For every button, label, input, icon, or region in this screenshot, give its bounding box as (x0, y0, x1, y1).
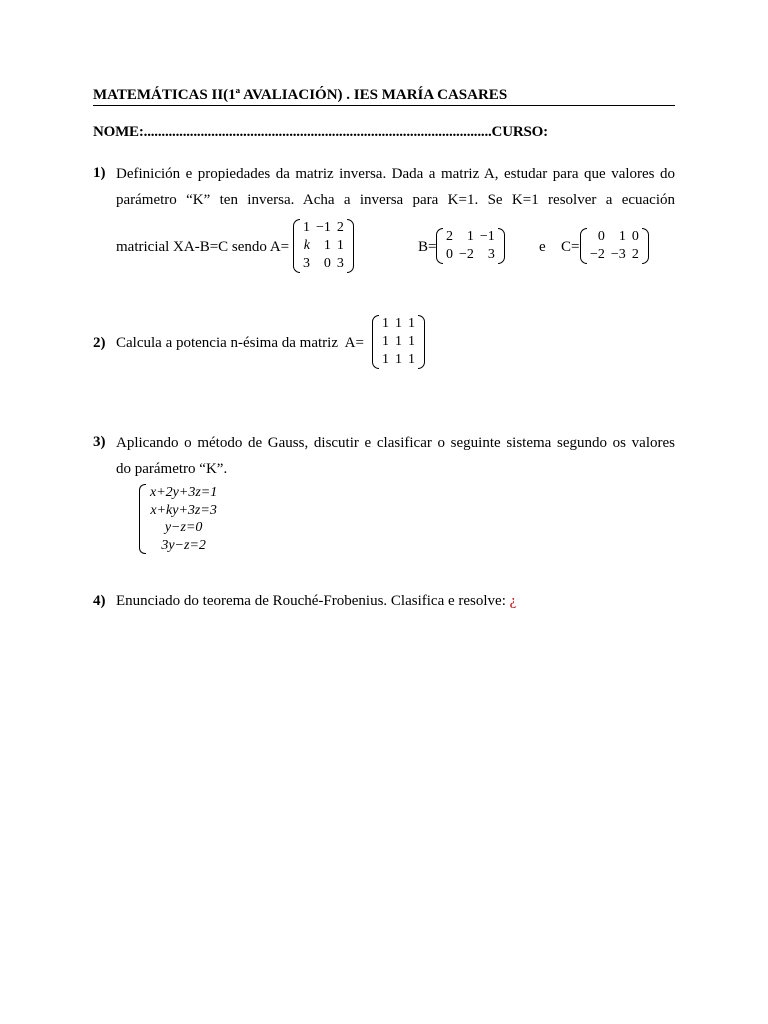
q1-line-3-prefix: matricial XA-B=C sendo A= (116, 239, 290, 255)
matrix-c-cell: 0 (597, 229, 605, 244)
matrix-b-cell: 3 (487, 247, 495, 262)
matrix-ones-cell: 1 (408, 334, 415, 349)
q3-line-1: Aplicando o método de Gauss, discutir e clasificar o seguinte sistema segundo os valores (116, 435, 675, 451)
equation-4: 3y−z=2 (161, 537, 206, 553)
q2-number: 2) (93, 335, 106, 351)
matrix-c-cell: −3 (610, 247, 626, 262)
matrix-ones-cell: 1 (408, 316, 415, 331)
matrix-c-row (587, 228, 642, 246)
matrix-ones-row (379, 351, 418, 369)
matrix-a-cell: 3 (336, 256, 344, 271)
q4-text (116, 593, 516, 610)
matrix-b (436, 228, 505, 264)
matrix-a-cell: 2 (336, 220, 344, 235)
title-underline (93, 105, 675, 106)
matrix-a-cell: 0 (323, 256, 331, 271)
matrix-ones-cell: 1 (382, 316, 389, 331)
e-label: e (539, 239, 546, 255)
matrix-ones-row (379, 315, 418, 333)
matrix-ones-cell: 1 (395, 334, 402, 349)
name-course-line: NOME:..................................................................................................CURSO: (93, 124, 548, 140)
q1-line-1: Definición e propiedades da matriz inversa. Dada a matriz A, estudar para que valores do (116, 166, 675, 182)
matrix-b-row (443, 246, 498, 264)
matrix-c-cell: 1 (618, 229, 626, 244)
matrix-b-row (443, 228, 498, 246)
b-label: B= (418, 239, 437, 255)
equation-2: x+ky+3z=3 (150, 502, 217, 518)
matrix-a (293, 219, 354, 273)
matrix-b-cell: −1 (479, 229, 495, 244)
q1-number: 1) (93, 165, 106, 181)
matrix-c-cell: −2 (590, 247, 605, 262)
matrix-a-row (300, 219, 347, 237)
matrix-a-cell: 1 (323, 238, 331, 253)
equation-system (139, 484, 217, 554)
matrix-c (580, 228, 649, 264)
matrix-b-cell: 1 (466, 229, 474, 244)
matrix-c-cell: 0 (631, 229, 639, 244)
q2-text: Calcula a potencia n-ésima da matriz A= (116, 335, 364, 351)
matrix-ones (372, 315, 425, 369)
matrix-a-cell: 1 (336, 238, 344, 253)
matrix-a-cell: k (303, 238, 310, 253)
matrix-a-cell: 1 (303, 220, 310, 235)
q4-statement: Enunciado do teorema de Rouché-Frobenius. Clasifica e resolve: (116, 593, 510, 609)
matrix-ones-cell: 1 (395, 352, 402, 367)
matrix-a-cell: 3 (303, 256, 310, 271)
matrix-ones-cell: 1 (382, 352, 389, 367)
equation-3: y−z=0 (164, 520, 203, 535)
matrix-c-row (587, 246, 642, 264)
q4-red-mark: ¿ (509, 593, 517, 609)
matrix-b-cell: 2 (446, 229, 453, 244)
page-title: MATEMÁTICAS II(1ª AVALIACIÓN) . IES MARÍA CASARES (93, 87, 508, 103)
q4-number: 4) (93, 593, 106, 609)
matrix-a-row (300, 255, 347, 273)
q3-line-2: do parámetro “K”. (116, 461, 228, 477)
system-brace (139, 484, 146, 554)
matrix-a-row (300, 237, 347, 255)
matrix-ones-cell: 1 (408, 352, 415, 367)
matrix-b-cell: 0 (446, 247, 453, 262)
matrix-b-cell: −2 (459, 247, 474, 262)
q3-number: 3) (93, 434, 106, 450)
c-label: C= (561, 239, 580, 255)
matrix-ones-row (379, 333, 418, 351)
matrix-ones-cell: 1 (395, 316, 402, 331)
matrix-a-cell: −1 (316, 220, 331, 235)
matrix-c-cell: 2 (631, 247, 639, 262)
q1-line-2: parámetro “K” ten inversa. Acha a inversa para K=1. Se K=1 resolver a ecuación (116, 192, 675, 208)
matrix-ones-cell: 1 (382, 334, 389, 349)
equation-1: x+2y+3z=1 (150, 485, 218, 500)
